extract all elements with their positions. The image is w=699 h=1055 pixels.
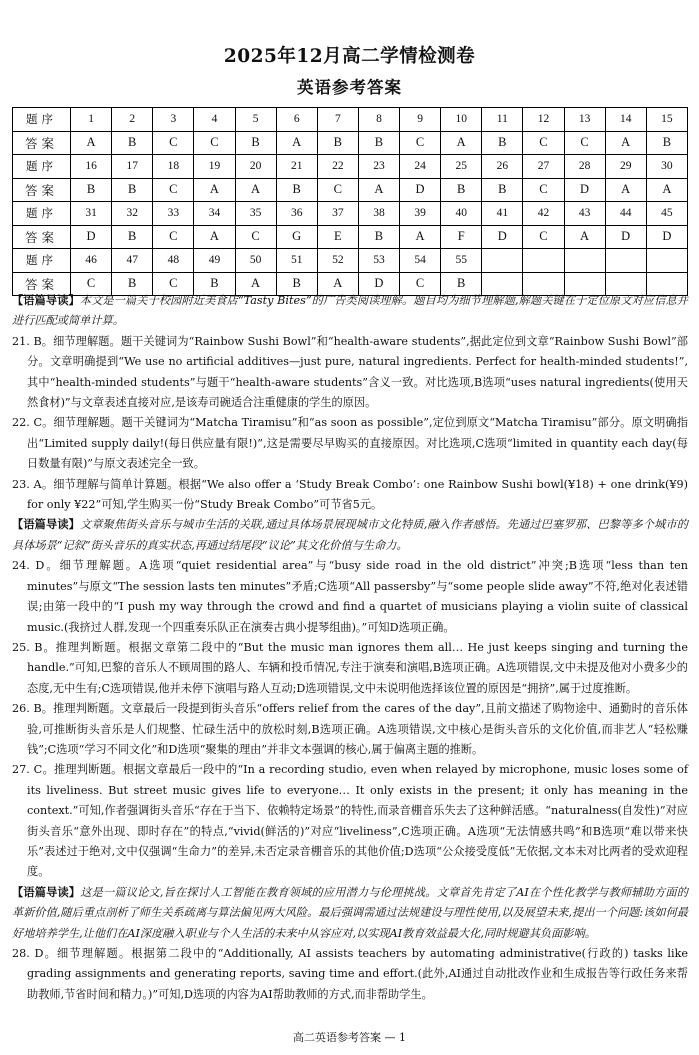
question-number-cell (646, 249, 687, 273)
answer-cell: A (564, 225, 605, 249)
question-number-cell: 26 (482, 155, 523, 179)
answer-cell: D (605, 225, 646, 249)
row-label-answer: 答案 (13, 178, 71, 202)
answer-cell: D (564, 178, 605, 202)
answer-cell: A (441, 131, 482, 155)
explanations (12, 291, 688, 1005)
row-label-number: 题序 (13, 155, 71, 179)
question-number-cell: 29 (605, 155, 646, 179)
question-number-cell: 22 (317, 155, 358, 179)
row-label-answer: 答案 (13, 131, 71, 155)
row-label-answer: 答案 (13, 272, 71, 296)
question-number-cell: 36 (276, 202, 317, 226)
answer-cell: B (358, 131, 399, 155)
answer-cell: A (317, 272, 358, 296)
question-number-cell: 33 (153, 202, 194, 226)
question-number-cell: 10 (441, 108, 482, 132)
question-number-cell: 40 (441, 202, 482, 226)
question-number-row (13, 108, 688, 132)
guide-text: 本文是一篇关于校园附近美食店“Tasty Bites”的广告类阅读理解。题目均为细节理解题,解题关键在于定位原文对应信息并进行匹配或简单计算。 (12, 294, 688, 328)
answer-cell: A (400, 225, 441, 249)
question-number-cell: 47 (112, 249, 153, 273)
question-number-cell: 20 (235, 155, 276, 179)
guide-text: 文章聚焦街头音乐与城市生活的关联,通过具体场景展现城市文化特质,融入作者感悟。先通过巴塞罗那、巴黎等多个城市的具体场景“记叙”街头音乐的真实状态,再通过结尾段“议论”其文化价值与生命力。 (12, 518, 688, 552)
question-number-cell: 2 (112, 108, 153, 132)
guide-label: 【语篇导读】 (12, 518, 81, 532)
answer-cell: C (153, 178, 194, 202)
answer-cell: D (71, 225, 112, 249)
question-number-cell: 9 (400, 108, 441, 132)
question-number-cell: 55 (441, 249, 482, 273)
question-number-cell: 31 (71, 202, 112, 226)
row-label-answer: 答案 (13, 225, 71, 249)
explanation-21: 21. B。细节理解题。题干关键词为“Rainbow Sushi Bowl”和“health-aware students”,据此定位到文章“Rainbow Sushi Bowl”部分。文章明确提到“We use no artificial additives—just pure, natural ingredients. Perfect for health-minded students!”,其中“health-minded students”与题干“health-aware students”含义一致。对比选项,B选项“uses natural ingredients(使用天然食材)”与文章表述直接对应,是该寿司碗适合注重健康的学生的原因。 (12, 334, 688, 410)
answer-cell: A (194, 178, 235, 202)
question-number-cell: 45 (646, 202, 687, 226)
question-number-cell (482, 249, 523, 273)
question-number-cell: 53 (358, 249, 399, 273)
question-number-cell: 39 (400, 202, 441, 226)
question-number-cell: 13 (564, 108, 605, 132)
answer-cell: C (194, 131, 235, 155)
question-number-cell: 32 (112, 202, 153, 226)
passage-guide-2 (12, 515, 688, 556)
question-number-cell: 34 (194, 202, 235, 226)
answer-cell: B (317, 131, 358, 155)
row-label-number: 题序 (13, 249, 71, 273)
answer-cell: B (276, 272, 317, 296)
answer-cell: G (276, 225, 317, 249)
question-number-cell: 17 (112, 155, 153, 179)
answer-row (13, 225, 688, 249)
answer-cell: B (276, 178, 317, 202)
answer-cell: A (605, 178, 646, 202)
question-number-cell: 46 (71, 249, 112, 273)
document-title: 2025年12月高二学情检测卷 (223, 46, 476, 67)
question-number-row (13, 202, 688, 226)
explanation-23: 23. A。细节理解与简单计算题。根据“We also offer a ‘Study Break Combo’: one Rainbow Sushi bowl(¥18) + one drink(¥9) for only ¥22”可知,学生购买一份“Study Break Combo”可节省5元。 (12, 477, 688, 512)
answer-cell: D (358, 272, 399, 296)
guide-text: 这是一篇议论文,旨在探讨人工智能在教育领域的应用潜力与伦理挑战。文章首先肯定了AI在个性化教学与教师辅助方面的革新价值,随后重点剖析了师生关系疏离与算法偏见两大风险。最后强调需通过法规建设与理性使用,以及展望未来,提出一个问题:该如何最好地培养学生,让他们在AI深度融入职业与个人生活的未来中从容应对,以实现AI教育效益最大化,同时规避其负面影响。 (12, 885, 688, 940)
document-subtitle: 英语参考答案 (297, 78, 402, 97)
answer-cell: C (564, 131, 605, 155)
answer-cell: B (482, 178, 523, 202)
answer-cell: B (112, 131, 153, 155)
question-number-cell: 24 (400, 155, 441, 179)
answer-cell: C (71, 272, 112, 296)
question-number-cell: 51 (276, 249, 317, 273)
question-number-cell: 30 (646, 155, 687, 179)
answer-cell: B (112, 178, 153, 202)
answer-cell: B (646, 131, 687, 155)
question-number-cell: 35 (235, 202, 276, 226)
answer-cell: C (400, 272, 441, 296)
question-number-row (13, 155, 688, 179)
question-number-cell: 48 (153, 249, 194, 273)
answer-cell: A (605, 131, 646, 155)
answer-cell: C (523, 131, 564, 155)
question-number-cell: 5 (235, 108, 276, 132)
answer-cell: D (400, 178, 441, 202)
question-number-cell: 1 (71, 108, 112, 132)
explanation-25: 25. B。推理判断题。根据文章第二段中的“But the music man ignores them all… He just keeps singing and turning the handle.”可知,巴黎的音乐人不顾周围的路人、车辆和投币情况,专注于演奏和演唱,B选项正确。A选项错误,文中未提及他对小费多少的态度,无中生有;C选项错误,他并未停下演唱与路人互动;D选项错误,文中未说明他选择该位置的原因是“拥挤”,属于过度推断。 (12, 640, 688, 695)
explanation-22: 22. C。细节理解题。题干关键词为“Matcha Tiramisu”和“as soon as possible”,定位到原文“Matcha Tiramisu”部分。原文明确指出“Limited supply daily!(每日供应量有限!)”,这是需要尽早购买的直接原因。对比选项,C选项“limited in quantity each day(每日数量有限)”与原文表述完全一致。 (12, 416, 688, 471)
answer-cell: D (646, 225, 687, 249)
row-label-number: 题序 (13, 202, 71, 226)
question-number-cell: 52 (317, 249, 358, 273)
explanation-24: 24. D。细节理解题。A选项“quiet residential area”与“busy side road in the old district”冲突;B选项“less than ten minutes”与原文“The session lasts ten minutes”矛盾;C选项“All passersby”与“some people slide away”不符,绝对化表述错误;由第一段中的“I push my way through the crowd and find a quartet of musicians playing a violin suite of classical music.(我挤过人群,发现一个四重奏乐队正在演奏古典小提琴组曲)。”可知D选项正确。 (12, 559, 688, 634)
question-number-row (13, 249, 688, 273)
passage-guide-1 (12, 291, 688, 332)
answer-cell: B (482, 131, 523, 155)
answer-cell: C (400, 131, 441, 155)
question-number-cell: 38 (358, 202, 399, 226)
answer-cell: C (153, 131, 194, 155)
answer-cell: C (153, 225, 194, 249)
question-number-cell: 27 (523, 155, 564, 179)
question-number-cell: 14 (605, 108, 646, 132)
answer-cell: A (194, 225, 235, 249)
question-number-cell: 16 (71, 155, 112, 179)
question-number-cell: 12 (523, 108, 564, 132)
question-number-cell: 6 (276, 108, 317, 132)
answer-cell: B (194, 272, 235, 296)
question-number-cell: 21 (276, 155, 317, 179)
answer-cell: B (235, 131, 276, 155)
question-number-cell: 28 (564, 155, 605, 179)
answer-cell: B (112, 225, 153, 249)
question-number-cell: 37 (317, 202, 358, 226)
question-number-cell (564, 249, 605, 273)
answer-cell: B (441, 178, 482, 202)
answer-cell: A (646, 178, 687, 202)
question-number-cell: 25 (441, 155, 482, 179)
question-number-cell (605, 249, 646, 273)
answer-cell: A (71, 131, 112, 155)
answer-cell: D (482, 225, 523, 249)
question-number-cell: 23 (358, 155, 399, 179)
question-number-cell: 41 (482, 202, 523, 226)
passage-guide-3 (12, 883, 688, 944)
page-footer: 高二英语参考答案 — 1 (293, 1031, 406, 1044)
answer-row (13, 178, 688, 202)
answer-cell: C (153, 272, 194, 296)
answer-cell: B (71, 178, 112, 202)
row-label-number: 题序 (13, 108, 71, 132)
guide-label: 【语篇导读】 (12, 885, 81, 899)
answer-cell: E (317, 225, 358, 249)
question-number-cell: 4 (194, 108, 235, 132)
answer-cell: A (358, 178, 399, 202)
question-number-cell: 50 (235, 249, 276, 273)
question-number-cell: 15 (646, 108, 687, 132)
answer-cell: C (523, 225, 564, 249)
answer-row (13, 131, 688, 155)
question-number-cell: 18 (153, 155, 194, 179)
answer-cell: C (523, 178, 564, 202)
answer-cell: B (358, 225, 399, 249)
answer-table (12, 107, 688, 296)
question-number-cell: 7 (317, 108, 358, 132)
answer-cell: F (441, 225, 482, 249)
question-number-cell: 11 (482, 108, 523, 132)
question-number-cell: 3 (153, 108, 194, 132)
guide-label: 【语篇导读】 (12, 294, 80, 307)
answer-cell: B (112, 272, 153, 296)
explanation-27: 27. C。推理判断题。根据文章最后一段中的“In a recording studio, even when relayed by microphone, music loses some of its liveliness. But street music gives life to everyone… It only exists in the present; it only has meaning in the context.”可知,作者强调街头音乐“存在于当下、依赖特定场景”的特性,而录音棚音乐失去了这种鲜活感。“naturalness(自发性)”对应街头音乐“意外出现、即时存在”的特点,“vivid(鲜活的)”对应“liveliness”,C选项正确。A选项“无法情感共鸣”和B选项“难以带来快乐”表述过于绝对,文中仅强调“生命力”的差异,未否定录音棚音乐的其他价值;D选项“公众接受度低”无依据,文本未对比两者的受欢迎程度。 (12, 763, 688, 879)
explanation-26: 26. B。推理判断题。文章最后一段提到街头音乐“offers relief from the cares of the day”,且前文描述了购物途中、通勤时的音乐体验,可推断街头音乐是人们规整、忙碌生活中的放松时刻,B选项正确。A选项错误,文中核心是街头音乐的文化价值,而非艺人“轻松赚钱”;C选项“学习不同文化”和D选项“聚集的理由”并非文本强调的核心,属于偏离主题的推断。 (12, 702, 688, 756)
question-number-cell: 44 (605, 202, 646, 226)
answer-cell: B (441, 272, 482, 296)
question-number-cell (523, 249, 564, 273)
answer-cell: C (235, 225, 276, 249)
question-number-cell: 42 (523, 202, 564, 226)
answer-cell: A (276, 131, 317, 155)
question-number-cell: 43 (564, 202, 605, 226)
explanation-28: 28. D。细节理解题。根据第二段中的“Additionally, AI assists teachers by automating administrative(行政的) tasks like grading assignments and generating reports, saving time and effort.(此外,AI通过自动批改作业和生成报告等行政任务来帮助教师,节省时间和精力。)”可知,D选项的内容为AI帮助教师的方式,而非帮助学生。 (12, 947, 688, 1001)
question-number-cell: 8 (358, 108, 399, 132)
question-number-cell: 54 (400, 249, 441, 273)
answer-cell: A (235, 178, 276, 202)
question-number-cell: 19 (194, 155, 235, 179)
answer-cell: A (235, 272, 276, 296)
question-number-cell: 49 (194, 249, 235, 273)
answer-cell: C (317, 178, 358, 202)
